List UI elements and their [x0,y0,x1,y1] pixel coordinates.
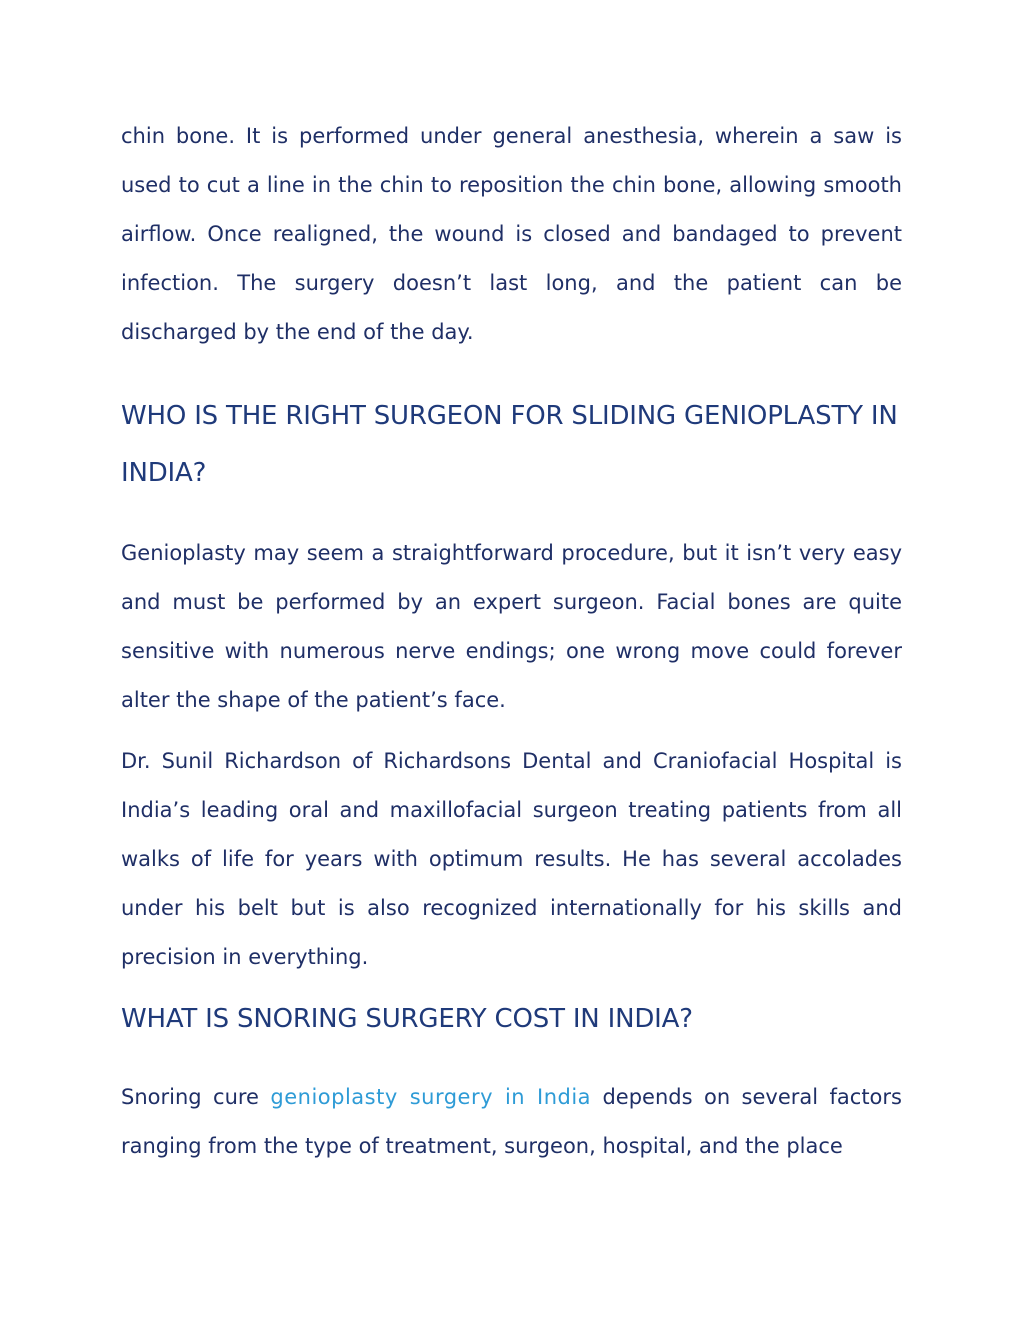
paragraph-dr-richardson: Dr. Sunil Richardson of Richardsons Dental and Craniofacial Hospital is India’s leading oral and maxillofacial surgeon treating patients from all walks of life for years with optimum results. He has several accolades under his belt but is also recognized internationally for his skills and precision in everything. [121,749,902,969]
paragraph-cost-text-start: Snoring cure [121,1085,271,1109]
spacer [121,725,902,737]
paragraph-cost-factors [121,1073,902,1171]
paragraph-cost-text-end: depends on several factors ranging from the type of treatment, surgeon, hospital, and the place [121,1085,902,1158]
paragraph-genioplasty-difficulty: Genioplasty may seem a straightforward procedure, but it isn’t very easy and must be performed by an expert surgeon. Facial bones are quite sensitive with numerous nerve endings; one wrong move could forever alter the shape of the patient’s face. [121,541,902,712]
spacer [121,357,902,388]
heading-surgery-cost: WHAT IS SNORING SURGERY COST IN INDIA? [121,1004,693,1034]
spacer [121,982,902,991]
spacer [121,502,902,529]
paragraph-chin-surgery: chin bone. It is performed under general anesthesia, wherein a saw is used to cut a line in the chin to reposition the chin bone, allowing smooth airflow. Once realigned, the wound is closed and bandaged to prevent infection. The surgery doesn’t last long, and the patient can be discharged by the end of the day. [121,124,902,344]
genioplasty-surgery-link[interactable]: genioplasty surgery in India [270,1085,592,1109]
spacer [121,1048,902,1073]
document-page [121,112,902,1171]
heading-right-surgeon: WHO IS THE RIGHT SURGEON FOR SLIDING GENIOPLASTY IN INDIA? [121,401,898,488]
